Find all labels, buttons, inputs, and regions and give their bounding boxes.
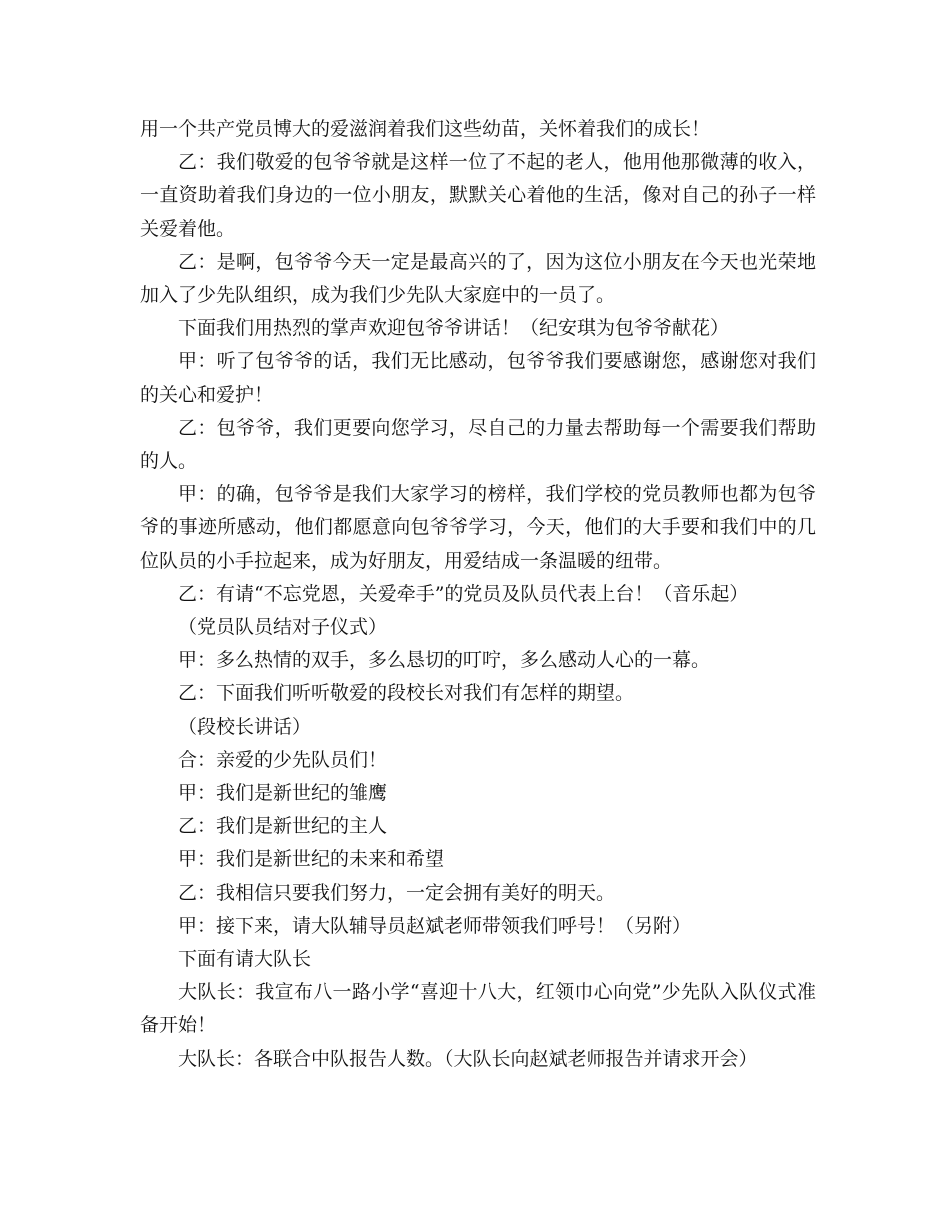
paragraph: 乙：是啊，包爷爷今天一定是最高兴的了，因为这位小朋友在今天也光荣地加入了少先队组织，成为我们少先队大家庭中的一员了。 (140, 250, 816, 307)
paragraph: 大队长：我宣布八一路小学“喜迎十八大，红领巾心向党”少先队入队仪式准备开始！ (140, 981, 816, 1037)
paragraph: 甲：的确，包爷爷是我们大家学习的榜样，我们学校的党员教师也都为包爷爷的事迹所感动，他们都愿意向包爷爷学习，今天，他们的大手要和我们中的几位队员的小手拉起来，成为好朋友，用爱结成一条温暖的纽带。 (140, 483, 816, 572)
paragraph: 乙：我们是新世纪的主人 (178, 815, 388, 838)
paragraph: （党员队员结对子仪式） (178, 616, 388, 639)
paragraph: 甲：我们是新世纪的未来和希望 (178, 848, 445, 871)
paragraph: 用一个共产党员博大的爱滋润着我们这些幼苗，关怀着我们的成长！ (140, 118, 711, 140)
paragraph: 大队长：各联合中队报告人数。（大队长向赵斌老师报告并请求开会） (178, 1047, 758, 1070)
paragraph: 乙：我相信只要我们努力，一定会拥有美好的明天。 (178, 881, 616, 904)
paragraph: 乙：下面我们听听敬爱的段校长对我们有怎样的期望。 (178, 682, 635, 705)
paragraph: 甲：听了包爷爷的话，我们无比感动，包爷爷我们要感谢您，感谢您对我们的关心和爱护！ (140, 350, 816, 406)
paragraph: 下面我们用热烈的掌声欢迎包爷爷讲话！（纪安琪为包爷爷献花） (178, 317, 730, 340)
paragraph: 甲：多么热情的双手，多么恳切的叮咛，多么感动人心的一幕。 (178, 649, 711, 672)
paragraph: 下面有请大队长 (178, 948, 312, 971)
paragraph: 乙：有请“不忘党恩，关爱牵手”的党员及队员代表上台！（音乐起） (178, 582, 749, 605)
paragraph: （段校长讲话） (178, 715, 312, 738)
paragraph: 合：亲爱的少先队员们！ (178, 748, 388, 771)
document-body (140, 113, 816, 1076)
paragraph: 乙：我们敬爱的包爷爷就是这样一位了不起的老人，他用他那微薄的收入，一直资助着我们身边的一位小朋友，默默关心着他的生活，像对自己的孙子一样关爱着他。 (140, 151, 816, 240)
paragraph: 甲：我们是新世纪的雏鹰 (178, 782, 388, 805)
paragraph: 乙：包爷爷，我们更要向您学习，尽自己的力量去帮助每一个需要我们帮助的人。 (140, 416, 816, 473)
paragraph: 甲：接下来，请大队辅导员赵斌老师带领我们呼号！（另附） (178, 914, 692, 937)
